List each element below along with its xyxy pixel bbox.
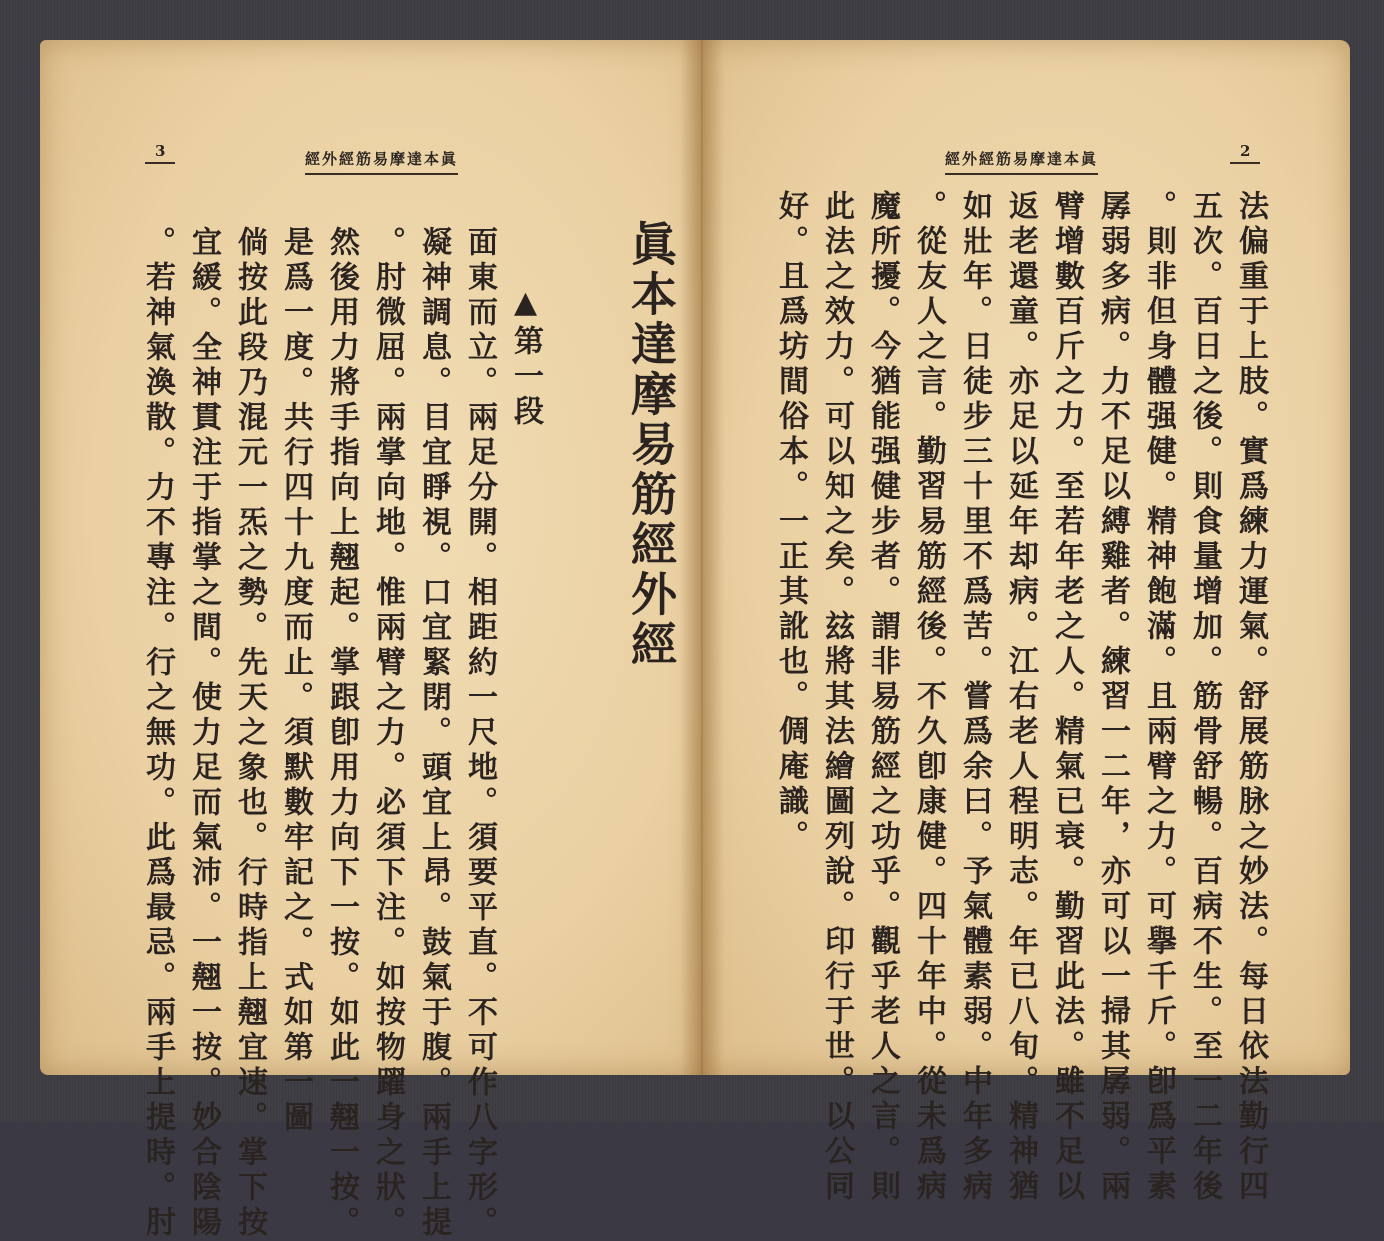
right-column-9: 魔所擾。今猶能强健步者。謂非易筋經之功乎。觀乎老人之言。則 <box>865 190 900 1205</box>
left-page <box>40 40 700 1241</box>
right-column-7: 如壯年。日徒步三十里不爲苦。嘗爲余曰。予氣體素弱。中年多病 <box>957 190 992 1205</box>
left-column-7: 宜緩。全神貫注于指掌之間。使力足而氣沛。一翹一按。妙合陰陽 <box>186 226 221 1241</box>
right-column-1: 法偏重于上肢。實爲練力運氣。舒展筋脉之妙法。每日依法勤行四 <box>1233 190 1268 1205</box>
right-column-2: 五次。百日之後。則食量增加。筋骨舒暢。百病不生。至一二年後 <box>1187 190 1222 1205</box>
right-running-header: 經外經筋易摩達本眞 <box>945 148 1098 175</box>
book-title: 眞本達摩易筋經外經 <box>624 220 678 670</box>
right-page <box>700 40 1350 1205</box>
left-column-8: 。若神氣渙散。力不專注。行之無功。此爲最忌。兩手上提時。肘 <box>140 226 175 1241</box>
right-column-6: 返老還童。亦足以延年却病。江右老人程明志。年已八旬。精神猶 <box>1003 190 1038 1205</box>
right-column-8: 。從友人之言。勤習易筋經後。不久卽康健。四十年中。從未爲病 <box>911 190 946 1205</box>
left-page-number: 3 <box>155 142 166 160</box>
left-column-3: 。肘微屈。兩掌向地。惟兩臂之力。必須下注。如按物躍身之狀。 <box>370 226 405 1241</box>
right-page-number: 2 <box>1240 142 1251 160</box>
left-column-6: 倘按此段乃混元一炁之勢。先天之象也。行時指上翹宜速。掌下按 <box>232 226 267 1241</box>
left-column-5: 是爲一度。共行四十九度而止。須默數牢記之。式如第一圖 <box>278 226 313 1136</box>
right-column-10: 此法之效力。可以知之矣。玆將其法繪圖列說。印行于世。以公同 <box>819 190 854 1205</box>
right-column-5: 臂增數百斤之力。至若年老之人。精氣已衰。勤習此法。雖不足以 <box>1049 190 1084 1205</box>
open-book <box>40 40 1350 1241</box>
book-gutter <box>680 40 724 1075</box>
left-column-4: 然後用力將手指向上翹起。掌跟卽用力向下一按。如此一翹一按。 <box>324 226 359 1241</box>
left-column-1: 面東而立。兩足分開。相距約一尺地。須要平直。不可作八字形。 <box>462 226 497 1241</box>
section-heading: ▲第一段 <box>508 285 543 430</box>
left-column-2: 凝神調息。目宜睜視。口宜緊閉。頭宜上昂。鼓氣于腹。兩手上提 <box>416 226 451 1241</box>
left-page-number-rule <box>145 162 175 164</box>
right-column-4: 孱弱多病。力不足以縛雞者。練習一二年，亦可以一掃其孱弱。兩 <box>1095 190 1130 1205</box>
right-column-3: 。則非但身體强健。精神飽滿。且兩臂之力。可擧千斤。卽爲平素 <box>1141 190 1176 1205</box>
right-page-number-rule <box>1230 162 1260 164</box>
right-column-11: 好。且爲坊間俗本。一正其訛也。倜庵識。 <box>773 190 808 855</box>
left-running-header: 經外經筋易摩達本眞 <box>305 148 458 175</box>
